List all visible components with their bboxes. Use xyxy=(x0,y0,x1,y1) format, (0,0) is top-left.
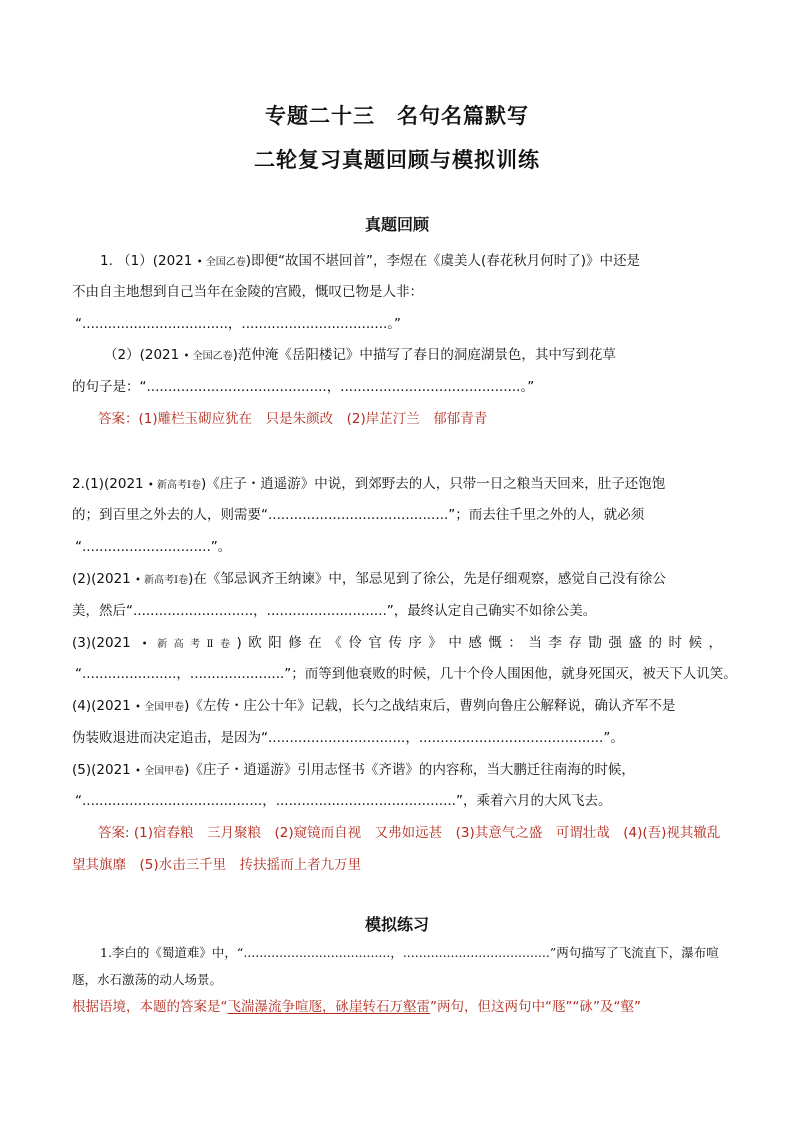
q2-line-5: 美，然后“............................，............................”，最终认定自己确实不如徐公美。 xyxy=(72,603,597,619)
q1-blank-line: “..................................，..................................。” xyxy=(75,316,402,332)
q2-line-4: (2)(2021 • 新高考Ⅰ卷)在《邹忌讽齐王纳谏》中，邹忌见到了徐公，先是仔细观察，感觉自己没有徐公 xyxy=(72,571,666,587)
q2-line-6: (3)(2021 • 新高考Ⅱ卷)欧阳修在《伶官传序》中感慨：当李存勖强盛的时候， xyxy=(72,635,722,651)
q2-line-1: 2.(1)(2021 • 新高考Ⅰ卷)《庄子・逍遥游》中说，到郊野去的人，只带一日之粮当天回来，肚子还饱饱 xyxy=(72,476,666,492)
q2-answer-line-2: 望其旗靡 (5)水击三千里 抟扶摇而上者九万里 xyxy=(72,857,362,873)
m1-line-1: 1.李白的《蜀道难》中，“.....................................，.....................................”两句描写了飞流直下，瀑布喧 xyxy=(100,945,719,960)
q2-answer-line-1: 答案: (1)宿舂粮 三月聚粮 (2)窥镜而自视 又弗如远甚 (3)其意气之盛 可谓壮哉 (4)(吾)视其辙乱 xyxy=(98,825,721,841)
q2-line-9: 伪装败退进而决定追击，是因为“................................，...........................................”。 xyxy=(72,730,624,746)
page-subtitle: 二轮复习真题回顾与模拟训练 xyxy=(254,148,540,172)
m1-answer-underlined: 飞湍瀑流争喧豗，砯崖转石万壑雷 xyxy=(227,999,430,1015)
q1-line-4: （2）(2021 • 全国乙卷)范仲淹《岳阳楼记》中描写了春日的洞庭湖景色，其中写到花草 xyxy=(104,347,616,363)
q2-line-3: “..............................”。 xyxy=(75,539,232,555)
m1-explanation: 根据语境，本题的答案是“飞湍瀑流争喧豗，砯崖转石万壑雷”两句，但这两句中“豗”“砯”及“壑” xyxy=(72,999,641,1015)
q2-line-10: (5)(2021 • 全国甲卷)《庄子・逍遥游》引用志怪书《齐谐》的内容称，当大鹏迁往南海的时候， xyxy=(72,762,635,778)
q2-line-7: “......................，......................”；而等到他衰败的时候，几十个伶人围困他，就身死国灭，被天下人讥笑。 xyxy=(75,666,737,682)
q1-answer: 答案：(1)雕栏玉砌应犹在 只是朱颜改 (2)岸芷汀兰 郁郁青青 xyxy=(98,411,488,427)
page-title: 专题二十三 名句名篇默写 xyxy=(265,104,529,128)
m1-line-2: 豗，水石激荡的动人场景。 xyxy=(72,972,223,987)
section-heading-practice: 模拟练习 xyxy=(364,915,429,934)
q2-line-2: 的；到百里之外去的人，则需要“..........................................”；而去往千里之外的人，就必须 xyxy=(72,507,645,523)
q1-line-1: 1. （1）(2021 • 全国乙卷)即便“故国不堪回首”，李煜在《虞美人(春花秋月何时了)》中还是 xyxy=(100,253,641,269)
section-heading-real-questions: 真题回顾 xyxy=(364,215,429,234)
q2-line-11: “..........................................，..........................................”，乘着六月的大风飞去。 xyxy=(75,793,612,809)
q1-line-2: 不由自主地想到自己当年在金陵的宫殿，慨叹已物是人非： xyxy=(72,284,423,300)
q2-line-8: (4)(2021 • 全国甲卷)《左传・庄公十年》记载，长勺之战结束后，曹刿向鲁庄公解释说，确认齐军不是 xyxy=(72,698,676,714)
q1-line-5: 的句子是：“..........................................，..........................................。” xyxy=(72,379,535,395)
